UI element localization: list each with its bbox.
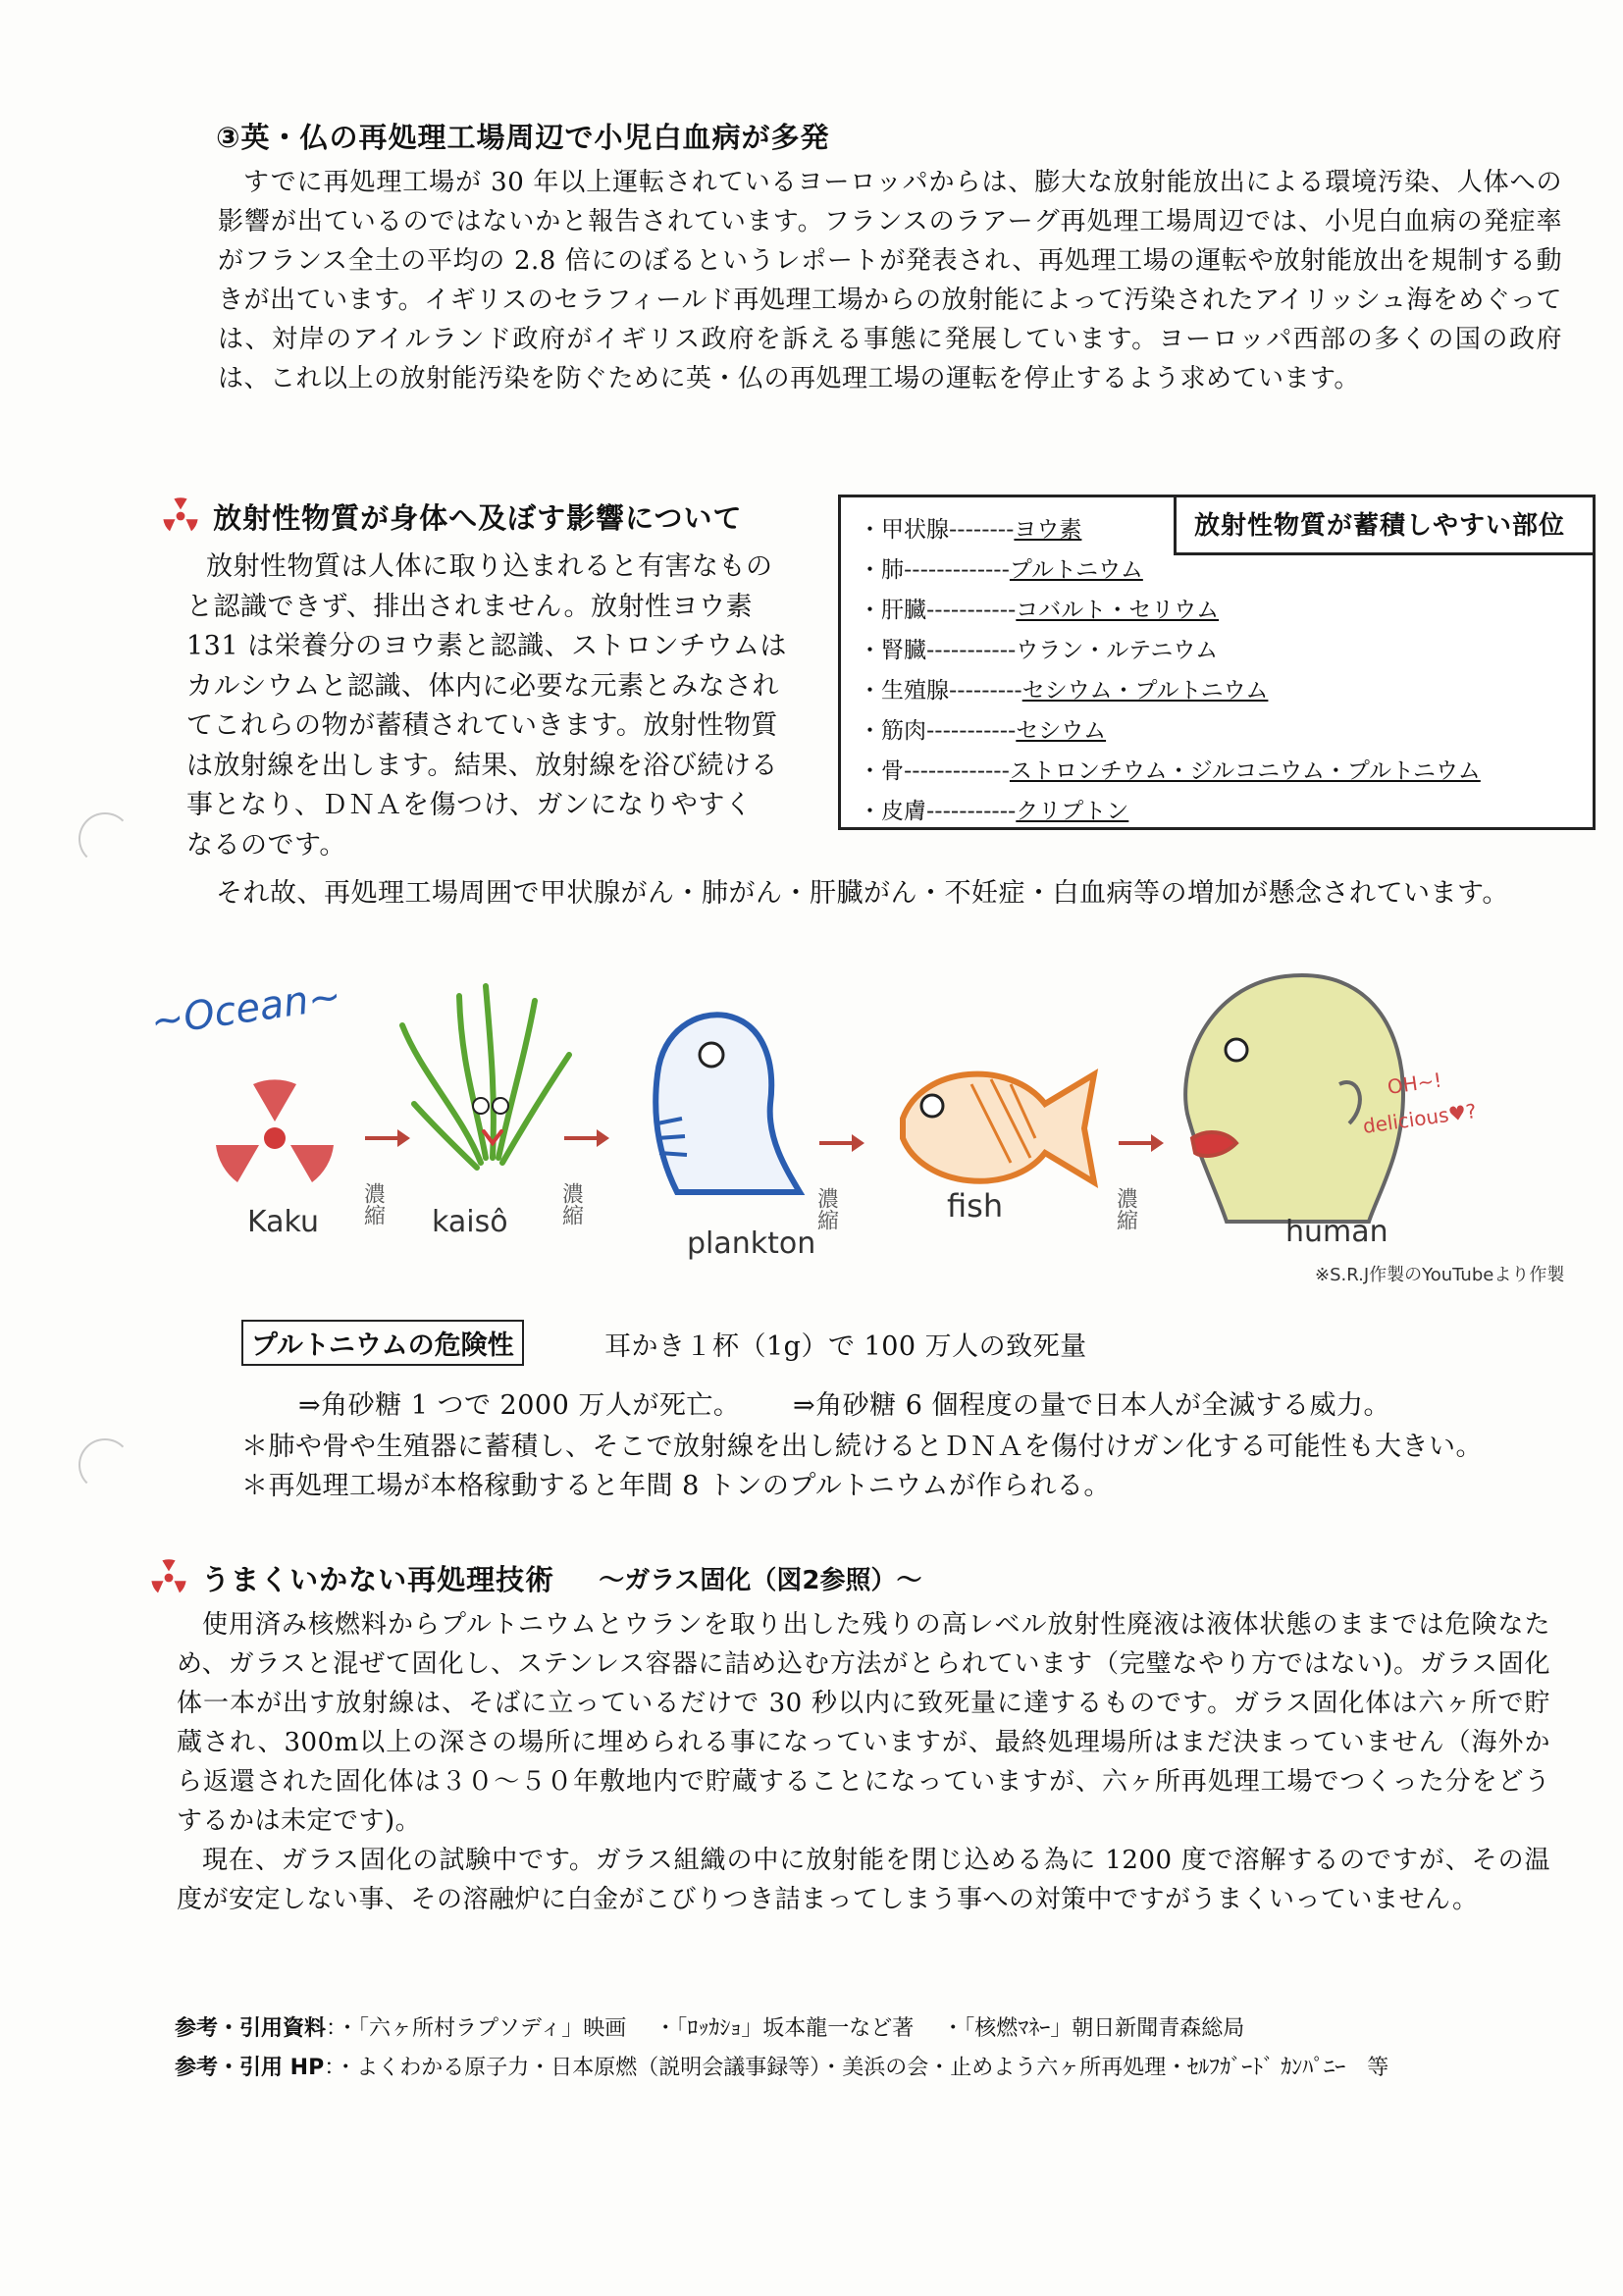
organ-substance: プルトニウム bbox=[1009, 557, 1143, 583]
arrow-label: 濃縮 bbox=[1113, 1187, 1138, 1230]
section3-subheading: ～ガラス固化（図2参照）～ bbox=[599, 1565, 922, 1595]
seaweed-drawing bbox=[402, 986, 569, 1168]
arrow-icon bbox=[1119, 1134, 1164, 1152]
organ-row bbox=[859, 672, 1268, 704]
organ-name: ・生殖腺 bbox=[859, 678, 949, 704]
section3-paragraph1: 使用済み核燃料からプルトニウムとウランを取り出した残りの高レベル放射性廃液は液体状態のままでは危険なため、ガラスと混ぜて固化し、ステンレス容器に詰め込む方法がとられています（完璧なやり方ではない)。ガラス固化体一本が出す放射線は、そばに立っているだけで 30 秒以内に致死量に達するものです。ガラス固化体は六ヶ所で貯蔵され、300m以上の深さの場所に埋められる事になっていますが、最終処理場所はまだ決まっていません（海外から返還された固化体は３０～５０年敷地内で貯蔵することになっていますが、六ヶ所再処理工場でつくった分をどうするかは未定です)。 bbox=[177, 1610, 1550, 1836]
organ-name: ・肝臓 bbox=[859, 598, 926, 623]
references-body1: ：・「六ヶ所村ラプソディ」映画 ・「ﾛｯｶｼｮ」坂本龍一など著 ・「核燃ﾏﾈｰ」朝日新聞青森総局 bbox=[326, 2016, 1245, 2041]
organ-name: ・腎臓 bbox=[859, 638, 926, 663]
section1-paragraph: すでに再処理工場が 30 年以上運転されているヨーロッパからは、膨大な放射能放出による環境汚染、人体への影響が出ているのではないかと報告されています。フランスのラアーグ再処理工場周辺では、小児白血病の発症率がフランス全土の平均の 2.8 倍にのぼるというレポートが発表され、再処理工場の運転や放射能放出を規制する動きが出ています。イギリスのセラフィールド再処理工場からの放射能によって汚染されたアイリッシュ海をめぐっては、対岸のアイルランド政府がイギリス政府を訴える事態に発展しています。ヨーロッパ西部の多くの国の政府は、これ以上の放射能汚染を防ぐために英・仏の再処理工場の運転を停止するよう求めています。 bbox=[218, 168, 1562, 393]
stage-label-human: human bbox=[1285, 1215, 1388, 1249]
plutonium-headline: 耳かき１杯（1g）で 100 万人の致死量 bbox=[604, 1331, 1087, 1362]
organ-substance: セシウム bbox=[1016, 718, 1107, 744]
organ-substance: セシウム・プルトニウム bbox=[1021, 678, 1269, 704]
fish-drawing bbox=[903, 1074, 1094, 1182]
organ-dash: --------- bbox=[949, 678, 1022, 704]
organ-dash: ----------- bbox=[926, 638, 1017, 663]
stage-label-kaku: Kaku bbox=[247, 1205, 319, 1239]
organ-substance: コバルト・セリウム bbox=[1016, 598, 1220, 623]
section2-line: は放射線を出します。結果、放射線を浴び続ける bbox=[186, 750, 778, 781]
organ-dash: ----------- bbox=[926, 598, 1017, 623]
radiation-icon bbox=[159, 495, 202, 538]
organ-row bbox=[859, 592, 1219, 624]
organ-row bbox=[859, 712, 1106, 745]
section2-heading-row bbox=[159, 495, 743, 538]
section3-body bbox=[177, 1605, 1550, 1919]
organ-name: ・骨 bbox=[859, 758, 904, 784]
section2-line: 放射性物質は人体に取り込まれると有害なもの bbox=[206, 551, 773, 582]
organ-dash: ------------- bbox=[904, 557, 1010, 583]
section2-body bbox=[186, 548, 824, 865]
organ-substance: クリプトン bbox=[1016, 799, 1129, 824]
section2-line: 131 は栄養分のヨウ素と認識、ストロンチウムは bbox=[186, 631, 787, 661]
illustration-credit: ※S.R.J作製のYouTubeより作製 bbox=[1315, 1265, 1565, 1285]
organ-row bbox=[859, 551, 1143, 584]
section2-heading: 放射性物質が身体へ及ぼす影響について bbox=[213, 500, 743, 535]
arrow-icon bbox=[365, 1129, 410, 1147]
human-head-drawing bbox=[1185, 975, 1403, 1222]
arrow-icon bbox=[564, 1129, 609, 1147]
arrow-label: 濃縮 bbox=[360, 1182, 386, 1226]
radiation-icon bbox=[147, 1556, 190, 1599]
organ-row bbox=[859, 632, 1218, 664]
section2-line: なるのです。 bbox=[186, 829, 346, 861]
radiation-symbol-drawing bbox=[216, 1079, 334, 1182]
section1-heading: ③英・仏の再処理工場周辺で小児白血病が多発 bbox=[216, 121, 830, 154]
section2-line: カルシウムと認識、体内に必要な元素とみなされ bbox=[186, 670, 780, 702]
section2-line: 事となり、ＤＮＡを傷つけ、ガンになりやすく bbox=[186, 790, 753, 820]
arrow-label: 濃縮 bbox=[813, 1187, 839, 1230]
speech-delicious: delicious♥? bbox=[1361, 1098, 1479, 1138]
plutonium-line2: ＊肺や骨や生殖器に蓄積し、そこで放射線を出し続けるとＤＮＡを傷付けガン化する可能性も大きい。 bbox=[241, 1432, 1483, 1462]
ocean-label: ~Ocean~ bbox=[147, 973, 344, 1045]
references-body2: ：・よくわかる原子力・日本原燃（説明会議事録等）・美浜の会・止めよう六ヶ所再処理・ｾﾙﾌｶﾞｰﾄﾞ ｶﾝﾊﾟﾆｰ 等 bbox=[324, 2056, 1389, 2080]
speech-oh: OH~! bbox=[1386, 1068, 1443, 1099]
plankton-drawing bbox=[655, 1015, 800, 1192]
stage-label-plankton: plankton bbox=[687, 1226, 816, 1261]
organ-substance: ウラン・ルテニウム bbox=[1016, 638, 1219, 663]
organ-table-title: 放射性物質が蓄積しやすい部位 bbox=[1174, 495, 1596, 555]
references-label2: 参考・引用 HP bbox=[175, 2056, 325, 2080]
references-line1 bbox=[175, 2011, 1244, 2042]
organ-name: ・甲状腺 bbox=[859, 517, 949, 543]
references-label1: 参考・引用資料 bbox=[175, 2016, 327, 2041]
plutonium-line1a: ⇒角砂糖 1 つで 2000 万人が死亡。 bbox=[298, 1390, 741, 1421]
arrow-icon bbox=[819, 1134, 864, 1152]
plutonium-danger-label: プルトニウムの危険性 bbox=[241, 1320, 524, 1366]
section2-line: と認識できず、排出されません。放射性ヨウ素 bbox=[186, 591, 753, 622]
section2-line: てこれらの物が蓄積されていきます。放射性物質 bbox=[186, 710, 778, 741]
punch-hole-mark bbox=[79, 812, 131, 865]
organ-name: ・肺 bbox=[859, 557, 904, 583]
organ-row bbox=[859, 511, 1081, 544]
punch-hole-mark bbox=[79, 1438, 131, 1491]
references-line2 bbox=[175, 2051, 1388, 2081]
plutonium-line3: ＊再処理工場が本格稼動すると年間 8 トンのプルトニウムが作られる。 bbox=[241, 1471, 1111, 1501]
section3-heading-row bbox=[147, 1556, 922, 1599]
organ-substance: ストロンチウム・ジルコニウム・プルトニウム bbox=[1009, 758, 1481, 784]
organ-name: ・皮膚 bbox=[859, 799, 926, 824]
organ-row bbox=[859, 753, 1481, 785]
organ-dash: ----------- bbox=[926, 718, 1017, 744]
organ-dash: -------- bbox=[949, 517, 1015, 543]
plutonium-line1b: ⇒角砂糖 6 個程度の量で日本人が全滅する威力。 bbox=[793, 1390, 1390, 1421]
arrow-label: 濃縮 bbox=[558, 1182, 584, 1226]
section3-paragraph2: 現在、ガラス固化の試験中です。ガラス組織の中に放射能を閉じ込める為に 1200 度で溶解するのですが、その温度が安定しない事、その溶融炉に白金がこびりつき詰まってしまう事への対策中ですがうまくいっていません。 bbox=[177, 1846, 1550, 1914]
organ-name: ・筋肉 bbox=[859, 718, 926, 744]
organ-dash: ----------- bbox=[926, 799, 1017, 824]
organ-accumulation-table bbox=[838, 495, 1596, 830]
section1-body bbox=[218, 163, 1562, 398]
section2-conclusion: それ故、再処理工場周囲で甲状腺がん・肺がん・肝臓がん・不妊症・白血病等の増加が懸念されています。 bbox=[216, 878, 1509, 909]
stage-label-fish: fish bbox=[947, 1187, 1004, 1225]
organ-substance: ヨウ素 bbox=[1014, 517, 1082, 543]
stage-label-kaiso: kaisô bbox=[432, 1205, 508, 1239]
organ-row bbox=[859, 793, 1128, 825]
bioaccumulation-illustration bbox=[147, 957, 1580, 1290]
organ-dash: ------------- bbox=[904, 758, 1010, 784]
section3-heading: うまくいかない再処理技術 bbox=[201, 1562, 555, 1596]
